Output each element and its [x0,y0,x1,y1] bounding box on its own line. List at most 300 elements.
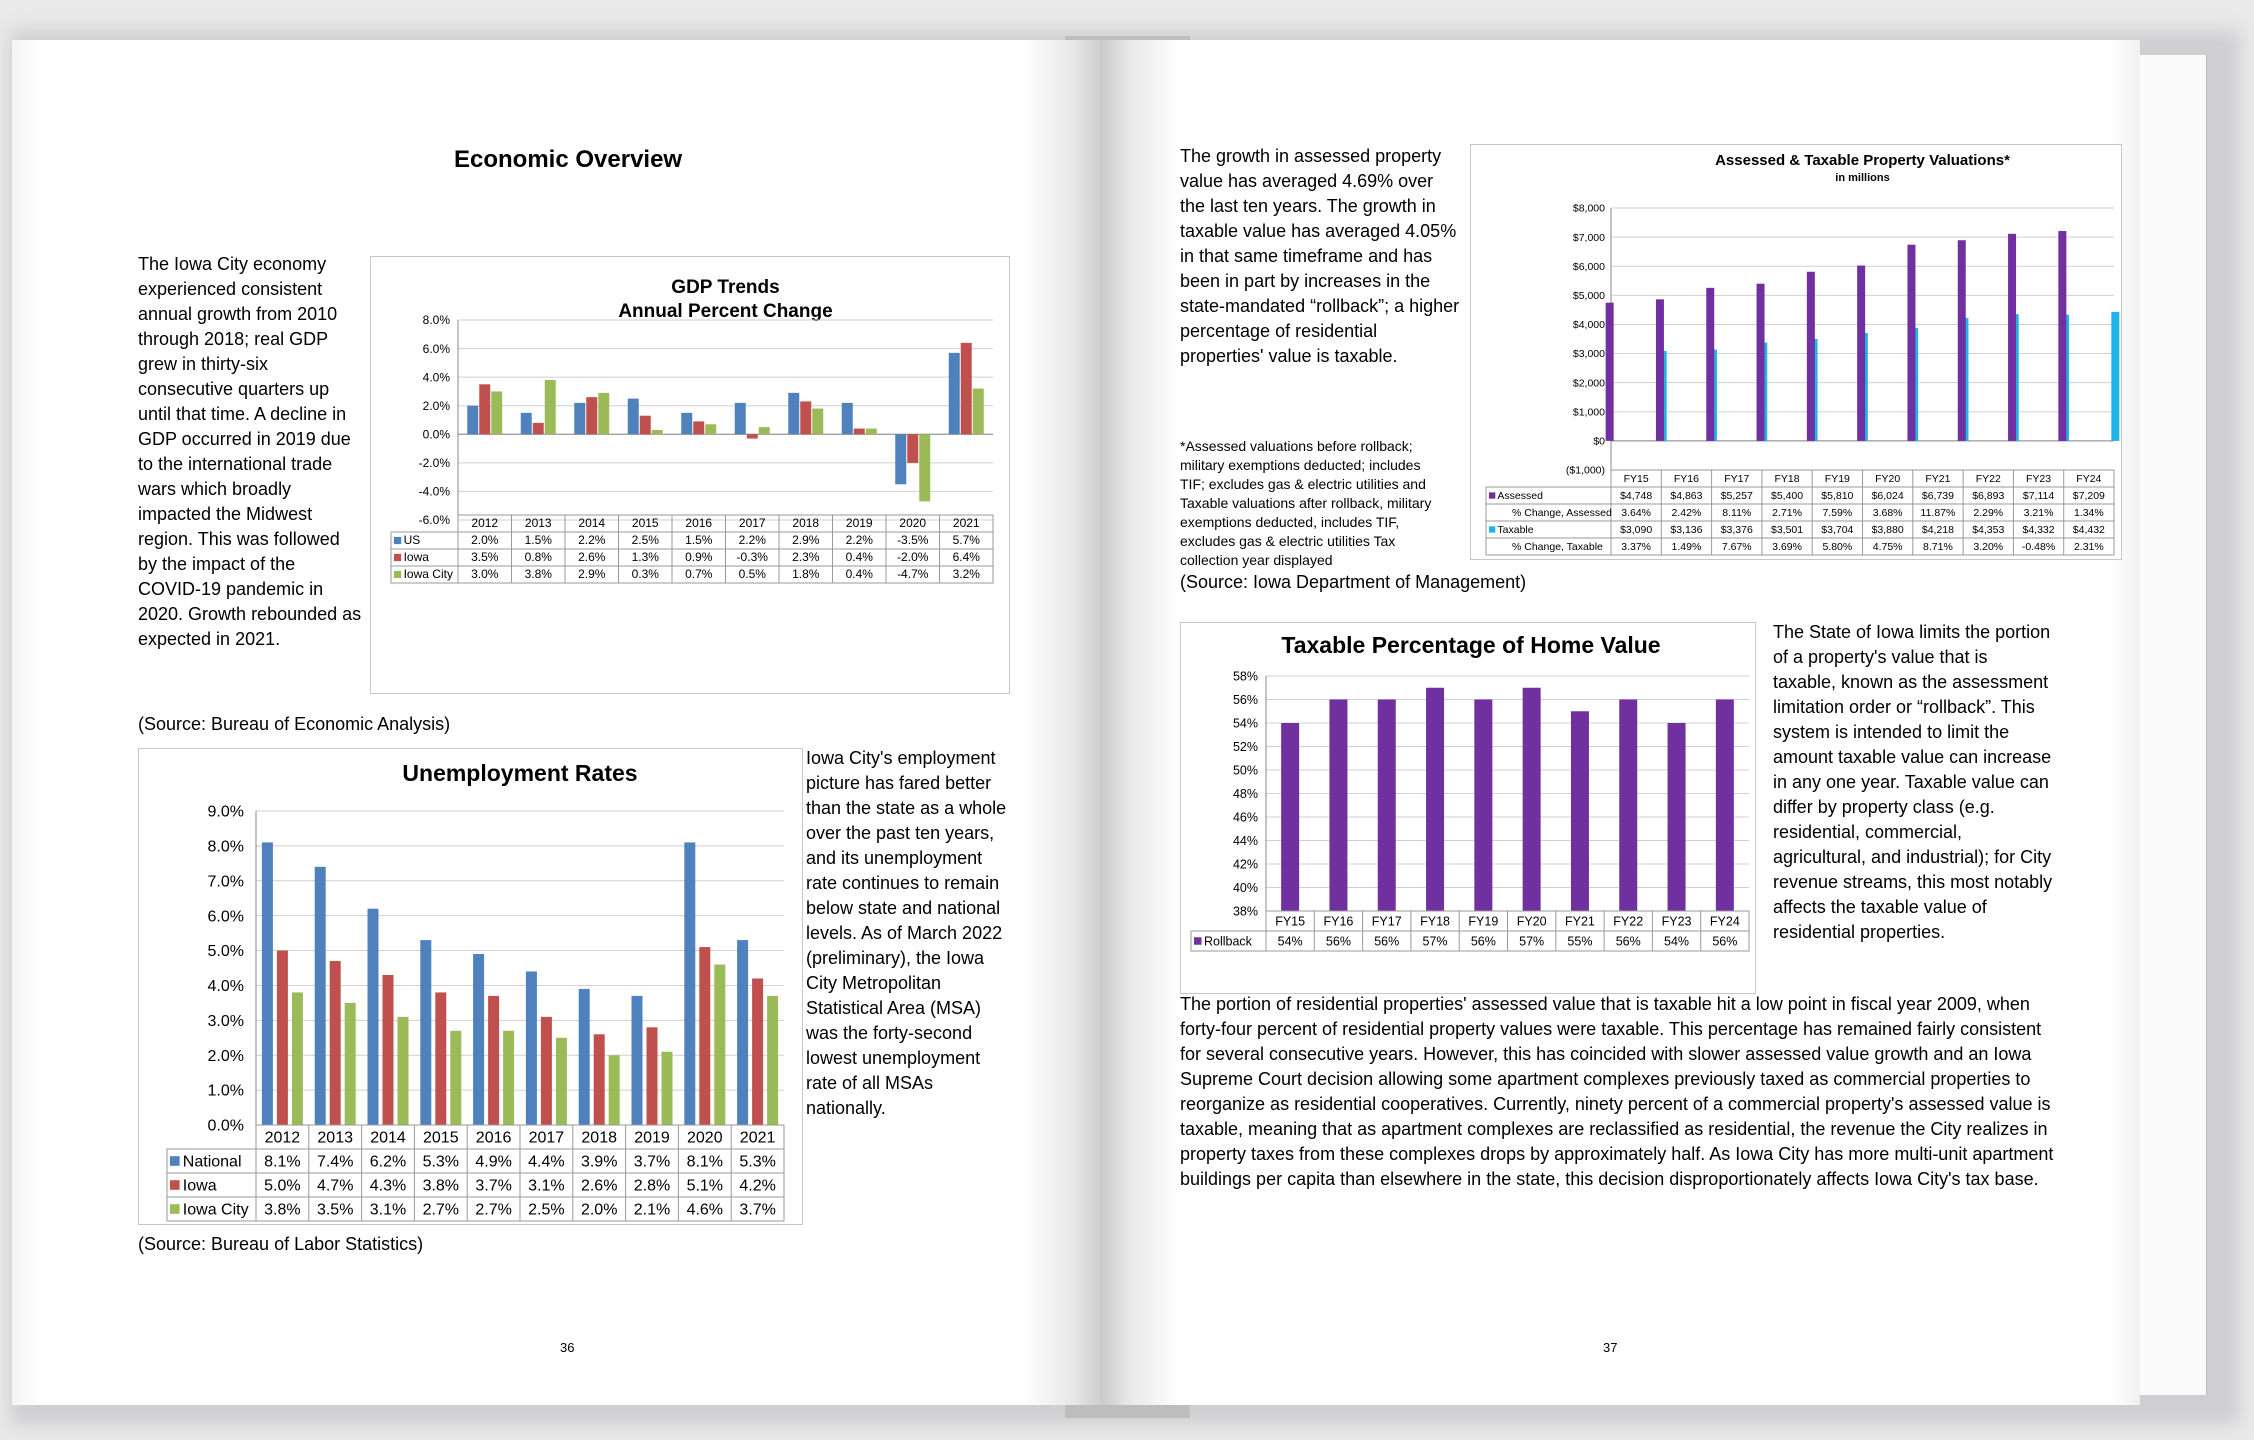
y-tick-label: 54% [1232,716,1258,731]
table-cell: 4.6% [686,1201,724,1219]
table-header-cell: 2021 [739,1129,776,1147]
table-cell: $4,863 [1670,490,1703,503]
table-cell: $4,432 [2072,524,2105,537]
y-tick-label: 38% [1232,904,1258,919]
table-header-cell: FY16 [1673,473,1700,486]
y-tick-label: 7.0% [207,873,244,891]
y-tick-label: $7,000 [1572,231,1605,244]
chart-subtitle: in millions [1835,172,1890,184]
bar-iowa-city [662,1052,673,1125]
table-header-cell: 2015 [631,516,659,531]
table-cell: $3,501 [1770,524,1804,537]
table-cell: $5,400 [1770,490,1804,503]
table-header-cell: FY24 [2076,473,2102,486]
table-cell: 1.5% [524,533,552,548]
table-header-cell: FY15 [1623,473,1649,486]
y-tick-label: $4,000 [1572,319,1605,332]
legend-swatch [394,537,401,544]
bar-assessed [1958,240,1966,441]
bar-iowa [699,947,710,1125]
legend-swatch [394,571,401,578]
bar-iowa [435,992,446,1125]
table-cell: $6,893 [1972,490,2005,503]
table-cell: 0.8% [524,550,552,565]
table-cell: 2.6% [578,550,606,565]
table-header-cell: FY18 [1774,473,1800,486]
table-cell: 4.7% [316,1177,354,1195]
table-header-cell: 2019 [845,516,873,531]
table-cell: 4.3% [369,1177,407,1195]
bar-assessed [1857,266,1865,441]
table-cell: 56% [1374,934,1400,949]
table-cell: 8.71% [1923,541,1953,554]
y-tick-label: $1,000 [1572,406,1605,419]
y-tick-label: $5,000 [1572,290,1605,303]
table-header-cell: FY22 [1975,473,2001,486]
table-cell: -0.48% [2021,541,2056,554]
bar-assessed [1656,299,1664,441]
page-edge-line [2200,55,2207,1395]
table-cell: 2.0% [580,1201,618,1219]
table-header-cell: FY23 [1661,914,1692,929]
unemployment-chart [138,748,803,1225]
table-cell: 54% [1664,934,1690,949]
bar-national [526,971,537,1125]
table-cell: $3,376 [1720,524,1753,537]
table-cell: $7,114 [2022,490,2055,503]
right-page [1100,40,2140,1405]
table-header-cell: 2020 [687,1129,723,1147]
table-cell: 2.29% [1973,507,2004,520]
table-cell: 2.2% [578,533,606,548]
y-tick-label: 6.0% [207,908,244,926]
bar-iowa [330,961,341,1125]
bar-national [684,842,695,1125]
table-cell: 5.1% [686,1177,724,1195]
bar-us [949,353,960,434]
table-header-cell: FY20 [1516,914,1547,929]
gdp-chart [370,256,1010,694]
y-tick-label: 0.0% [422,427,450,442]
y-tick-label: $3,000 [1572,348,1605,361]
bar-iowa-city [292,992,303,1125]
y-tick-label: 50% [1232,763,1258,778]
y-tick-label: 46% [1232,810,1258,825]
valuations-chart-svg [1471,145,2121,559]
y-tick-label: 5.0% [207,943,244,961]
table-cell: 4.75% [1872,541,1903,554]
y-tick-label: -6.0% [418,513,450,528]
legend-label: Iowa [403,550,429,565]
bar-iowa-city [556,1038,567,1125]
bar-iowa [747,434,758,438]
table-header-cell: 2013 [524,516,552,531]
y-tick-label: 2.0% [422,398,450,413]
table-cell: 3.1% [528,1177,565,1195]
table-cell: $7,209 [2072,490,2105,503]
table-cell: 2.2% [738,533,766,548]
y-tick-label: 56% [1232,692,1258,707]
table-cell: 57% [1519,934,1545,949]
table-header-cell: 2012 [264,1129,301,1147]
valuations-chart [1470,144,2122,560]
table-cell: 56% [1712,934,1738,949]
bar-rollback [1281,723,1299,911]
legend-label: Rollback [1204,934,1252,949]
table-header-cell: 2017 [528,1129,565,1147]
table-cell: 8.1% [264,1153,301,1171]
bar-iowa [800,401,811,434]
table-cell: 5.0% [264,1177,301,1195]
table-cell: 3.5% [316,1201,354,1219]
bar-us [628,399,639,435]
bar-rollback [1571,711,1589,911]
page-number-left: 36 [560,1340,575,1355]
bar-iowa [640,416,651,435]
table-header-cell: FY22 [1613,914,1644,929]
bar-iowa-city [705,424,716,434]
table-cell: 1.8% [792,567,820,582]
table-cell: 8.11% [1722,507,1752,520]
bar-iowa [383,975,394,1125]
y-tick-label: $2,000 [1572,377,1605,390]
bar-iowa-city [714,965,725,1125]
bar-assessed [1757,284,1765,441]
table-cell: 2.31% [2073,541,2104,554]
table-cell: $3,704 [1821,524,1854,537]
bar-rollback [1378,700,1396,912]
table-cell: 2.7% [422,1201,460,1219]
table-cell: 1.5% [685,533,713,548]
table-cell: 56% [1470,934,1496,949]
table-cell: 2.2% [845,533,873,548]
table-header-cell: 2014 [578,516,606,531]
chart-title: Assessed & Taxable Property Valuations* [1715,152,2010,169]
table-cell: 3.68% [1872,507,1903,520]
y-tick-label: 4.0% [422,370,450,385]
bar-iowa [752,978,763,1125]
table-cell: 5.3% [739,1153,776,1171]
bar-iowa [961,343,972,434]
table-cell: 3.21% [2023,507,2054,520]
table-header-cell: 2013 [317,1129,353,1147]
table-cell: 1.34% [2073,507,2104,520]
table-cell: 1.3% [631,550,659,565]
rollback-text: The State of Iowa limits the portion of a property's value that is taxable, known as the assessment limitation order or “rollback”. This system is intended to limit the amount taxable value can increase in any one year. Taxable value can differ by property class (e.g. residential, commercial, agricultural, and industrial); for City revenue streams, this most notably affects the taxable value of residential properties. [1773,622,2053,942]
table-cell: 2.8% [633,1177,671,1195]
table-cell: 11.87% [1920,507,1956,520]
table-header-cell: FY24 [1709,914,1740,929]
table-cell: 3.1% [369,1201,407,1219]
bar-iowa-city [652,430,663,434]
assessed-growth-text: The growth in assessed property value has averaged 4.69% over the last ten years. The growth in taxable value has averaged 4.05% in that same timeframe and has been in part by increases in the state-mandated “rollback”; a higher percentage of residential properties' value is taxable. [1180,146,1460,366]
table-header-cell: 2020 [899,516,927,531]
table-cell: 7.59% [1822,507,1853,520]
y-tick-label: 52% [1232,739,1258,754]
table-header-cell: FY19 [1468,914,1499,929]
table-header-cell: 2017 [738,516,766,531]
chart-subtitle: Annual Percent Change [618,301,833,322]
bar-rollback [1329,700,1347,912]
table-cell: 56% [1615,934,1641,949]
table-cell: 2.0% [471,533,499,548]
bar-assessed [1706,288,1714,441]
legend-swatch [170,1204,180,1214]
table-cell: $4,218 [1921,524,1955,537]
table-cell: 4.4% [528,1153,565,1171]
table-header-cell: FY20 [1875,473,1901,486]
bar-assessed [1606,303,1614,441]
bar-iowa-city [759,427,770,434]
page-title: Economic Overview [454,146,683,173]
bar-iowa-city [545,380,556,434]
table-header-cell: FY21 [1565,914,1595,929]
rollback-history-text: The portion of residential properties' assessed value that is taxable hit a low point in fiscal year 2009, when forty-four percent of residential property values were taxable. This percentage has remained fairly consistent for several consecutive years. However, this has coincided with slower assessed value growth and an Iowa Supreme Court decision allowing some apartment complexes previously taxed as commercial properties to reorganize as residential cooperatives. Currently, ninety percent of a commercial property's assessed value is taxable, meaning that as apartment complexes are reclassified as residential, the revenue the City realizes in property taxes from these complexes drops by approximately half. As Iowa City has more multi-unit apartment buildings per capita than elsewhere in the state, this decision disproportionately affects Iowa City's tax base. [1180,994,2054,1189]
table-cell: 2.5% [528,1201,565,1219]
bar-national [262,842,273,1125]
table-cell: 54% [1277,934,1303,949]
table-cell: $4,748 [1620,490,1653,503]
legend-label: Iowa City [182,1201,249,1219]
bar-us [735,403,746,434]
bar-us [574,403,585,434]
table-cell: 6.4% [952,550,980,565]
table-cell: 2.3% [792,550,820,565]
bar-iowa [594,1034,605,1125]
bar-iowa [647,1027,658,1125]
bar-taxable [2111,312,2119,441]
y-tick-label: $8,000 [1572,202,1605,215]
table-cell: $4,332 [2022,524,2055,537]
bar-national [315,867,326,1125]
table-cell: 4.9% [475,1153,512,1171]
table-cell: 57% [1422,934,1448,949]
legend-label: National [182,1153,242,1171]
table-cell: 0.5% [738,567,766,582]
bar-national [632,996,643,1125]
y-tick-label: $0 [1593,435,1605,448]
unemployment-chart-svg [139,749,802,1224]
legend-swatch [394,554,401,561]
bar-iowa-city [450,1031,461,1125]
table-cell: 2.42% [1671,507,1702,520]
y-tick-label: 1.0% [207,1082,244,1100]
table-cell: 3.9% [580,1153,618,1171]
table-cell: 3.7% [739,1201,776,1219]
bar-us [681,413,692,434]
valuations-source: (Source: Iowa Department of Management) [1180,572,1527,592]
bar-iowa-city [812,409,823,435]
table-cell: 2.7% [475,1201,512,1219]
table-header-cell: 2012 [471,516,499,531]
table-cell: 7.4% [316,1153,354,1171]
table-cell: 2.9% [792,533,820,548]
table-cell: -2.0% [897,550,929,565]
y-tick-label: -2.0% [418,456,450,471]
bar-iowa [479,384,490,434]
y-tick-label: 58% [1232,669,1258,684]
table-header-cell: 2021 [952,516,980,531]
legend-label: % Change, Taxable [1512,541,1603,554]
bar-national [579,989,590,1125]
left-page [12,40,1100,1405]
bar-us [521,413,532,434]
table-header-cell: FY19 [1824,473,1850,486]
y-tick-label: 48% [1232,786,1258,801]
table-cell: 3.2% [952,567,980,582]
table-cell: 0.9% [685,550,713,565]
table-cell: 3.37% [1621,541,1652,554]
table-cell: 0.3% [631,567,659,582]
y-tick-label: 42% [1232,857,1258,872]
table-cell: 3.64% [1621,507,1652,520]
bar-iowa [277,951,288,1125]
y-tick-label: 8.0% [422,313,450,328]
rollback-chart [1180,622,1756,994]
legend-label: US [403,533,421,548]
table-cell: $6,024 [1871,490,1904,503]
table-cell: $5,257 [1720,490,1753,503]
legend-label: Iowa [182,1177,217,1195]
table-header-cell: 2016 [685,516,713,531]
y-tick-label: 44% [1232,833,1258,848]
table-cell: 3.7% [633,1153,671,1171]
employment-text: Iowa City's employment picture has fared better than the state as a whole over the past ten years, and its unemployment rate continues to remain below state and national levels. As of March 2022 (preliminary), the Iowa City Metropolitan Statistical Area (MSA) was the forty-second lowest unemployment rate of all MSAs nationally. [806,748,1007,1118]
bar-rollback [1426,688,1444,911]
y-tick-label: ($1,000) [1565,464,1605,477]
bar-us [467,406,478,435]
bar-iowa-city [919,434,930,501]
table-cell: 3.7% [475,1177,512,1195]
table-cell: 3.8% [524,567,552,582]
table-header-cell: 2018 [792,516,820,531]
table-cell: 3.69% [1772,541,1802,554]
legend-swatch [1489,526,1495,532]
table-cell: 3.20% [1973,541,2004,554]
legend-swatch [1194,937,1202,945]
bar-assessed [1907,245,1915,441]
y-tick-label: -4.0% [418,484,450,499]
legend-swatch [1489,492,1495,498]
bar-iowa [693,421,704,434]
table-header-cell: FY15 [1275,914,1306,929]
table-cell: 0.7% [685,567,713,582]
bar-iowa-city [609,1055,620,1125]
table-header-cell: 2015 [423,1129,459,1147]
chart-title: Unemployment Rates [402,760,638,786]
y-tick-label: 40% [1232,880,1258,895]
table-header-cell: 2014 [370,1129,406,1147]
bar-rollback [1523,688,1541,911]
table-cell: 2.6% [580,1177,618,1195]
table-header-cell: FY18 [1420,914,1450,929]
bar-assessed [1807,272,1815,441]
table-header-cell: 2016 [475,1129,512,1147]
table-cell: $3,136 [1670,524,1703,537]
bar-iowa-city [398,1017,409,1125]
y-tick-label: 8.0% [207,838,244,856]
page-edges [2135,55,2215,1395]
table-cell: 5.7% [952,533,980,548]
table-header-cell: FY17 [1724,473,1750,486]
table-cell: 3.5% [471,550,499,565]
bar-iowa [488,996,499,1125]
legend-swatch [170,1156,180,1166]
table-cell: $6,739 [1921,490,1955,503]
table-cell: 2.1% [633,1201,671,1219]
legend-label: Iowa City [403,567,453,582]
y-tick-label: 4.0% [207,978,244,996]
bar-iowa [541,1017,552,1125]
bar-iowa-city [598,393,609,434]
bar-iowa-city [767,996,778,1125]
y-tick-label: 0.0% [207,1117,244,1135]
table-cell: 8.1% [686,1153,724,1171]
unemployment-source: (Source: Bureau of Labor Statistics) [138,1234,424,1254]
bar-rollback [1619,700,1637,912]
table-cell: 1.49% [1671,541,1702,554]
bar-rollback [1474,700,1492,912]
table-cell: $3,090 [1620,524,1653,537]
bar-national [473,954,484,1125]
y-tick-label: $6,000 [1572,260,1605,273]
table-cell: 55% [1567,934,1593,949]
table-cell: $5,810 [1821,490,1854,503]
bar-us [788,393,799,434]
legend-label: % Change, Assessed [1512,507,1612,520]
table-cell: -3.5% [897,533,929,548]
legend-label: Taxable [1497,524,1534,537]
table-cell: 5.3% [422,1153,460,1171]
y-tick-label: 2.0% [207,1047,244,1065]
bar-iowa-city [491,391,502,434]
table-cell: 3.8% [422,1177,460,1195]
gdp-chart-svg [371,257,1009,693]
table-cell: 7.67% [1721,541,1752,554]
bar-iowa [586,397,597,434]
gdp-source: (Source: Bureau of Economic Analysis) [138,714,451,734]
valuations-footnote: *Assessed valuations before rollback; military exemptions deducted; includes TIF; excludes gas & electric utilities and Taxable valuations after rollback, military exemptions deducted, includes TIF, excludes gas & electric utilities Tax collection year displayed [1180,438,1432,568]
table-cell: 0.4% [845,567,873,582]
bar-assessed [2008,234,2016,441]
bar-national [420,940,431,1125]
bar-us [842,403,853,434]
bar-us [895,434,906,484]
bar-iowa-city [345,1003,356,1125]
table-cell: 4.2% [739,1177,776,1195]
economy-intro-text: The Iowa City economy experienced consistent annual growth from 2010 through 2018; real GDP grew in thirty-six consecutive quarters up until that time. A decline in GDP occurred in 2019 due to the international trade wars which broadly impacted the Midwest region. This was followed by the impact of the COVID-19 pandemic in 2020. Growth rebounded as expected in 2021. [138,254,362,649]
bar-iowa-city [866,429,877,435]
bar-iowa [907,434,918,463]
table-cell: -0.3% [736,550,768,565]
y-tick-label: 9.0% [207,803,244,821]
table-header-cell: FY17 [1371,914,1402,929]
bar-national [368,909,379,1125]
legend-swatch [170,1180,180,1190]
table-cell: 5.80% [1822,541,1853,554]
bar-iowa-city [973,389,984,435]
page-number-right: 37 [1603,1340,1618,1355]
table-cell: $4,353 [1972,524,2005,537]
table-header-cell: FY16 [1323,914,1354,929]
bar-iowa [533,423,544,434]
table-cell: 3.0% [471,567,499,582]
bar-rollback [1668,723,1686,911]
bar-national [737,940,748,1125]
bar-iowa-city [503,1031,514,1125]
table-header-cell: FY21 [1925,473,1951,486]
bar-assessed [2058,231,2066,441]
